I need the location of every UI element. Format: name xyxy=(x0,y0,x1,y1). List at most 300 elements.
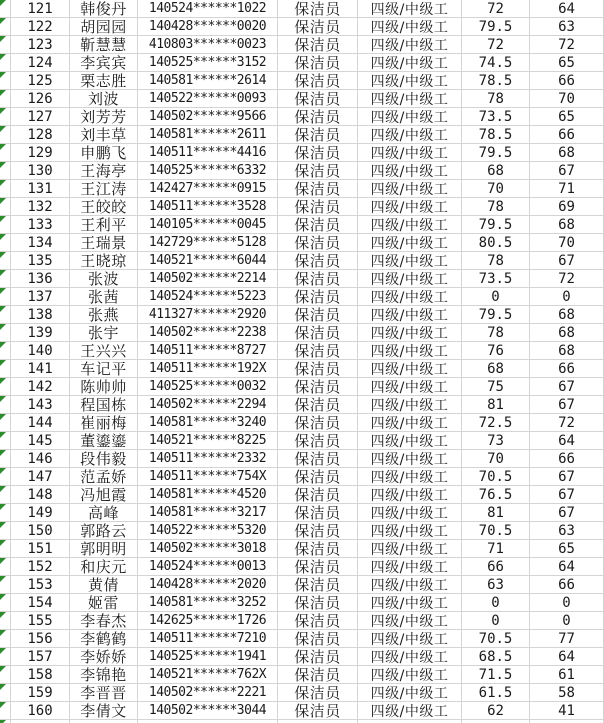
score2-cell[interactable]: 64 xyxy=(530,0,604,18)
position-cell[interactable]: 保洁员 xyxy=(278,702,358,720)
name-cell[interactable]: 韩俊丹 xyxy=(70,0,138,18)
id-number-cell[interactable]: 140502******3018 xyxy=(138,540,278,558)
score2-cell[interactable]: 64 xyxy=(530,432,604,450)
row-number-cell[interactable]: 124 xyxy=(11,54,70,72)
row-number-cell[interactable]: 140 xyxy=(11,342,70,360)
row-number-cell[interactable]: 150 xyxy=(11,522,70,540)
flag-cell[interactable] xyxy=(0,450,11,468)
level-cell[interactable]: 四级/中级工 xyxy=(358,54,462,72)
id-number-cell[interactable]: 140502******3044 xyxy=(138,702,278,720)
row-number-cell[interactable]: 149 xyxy=(11,504,70,522)
score2-cell[interactable]: 72 xyxy=(530,270,604,288)
name-cell[interactable]: 和庆元 xyxy=(70,558,138,576)
id-number-cell[interactable]: 140525******3152 xyxy=(138,54,278,72)
score1-cell[interactable]: 74.5 xyxy=(462,54,530,72)
position-cell[interactable]: 保洁员 xyxy=(278,342,358,360)
row-number-cell[interactable]: 148 xyxy=(11,486,70,504)
position-cell[interactable]: 保洁员 xyxy=(278,522,358,540)
id-number-cell[interactable]: 140525******1941 xyxy=(138,648,278,666)
position-cell[interactable]: 保洁员 xyxy=(278,0,358,18)
name-cell[interactable]: 崔丽梅 xyxy=(70,414,138,432)
id-number-cell[interactable]: 140581******2611 xyxy=(138,126,278,144)
name-cell[interactable]: 李晋晋 xyxy=(70,684,138,702)
flag-cell[interactable] xyxy=(0,612,11,630)
level-cell[interactable]: 四级/中级工 xyxy=(358,18,462,36)
score1-cell[interactable]: 73.5 xyxy=(462,270,530,288)
level-cell[interactable]: 四级/中级工 xyxy=(358,486,462,504)
score1-cell[interactable]: 79.5 xyxy=(462,306,530,324)
level-cell[interactable]: 四级/中级工 xyxy=(358,684,462,702)
name-cell[interactable]: 车记平 xyxy=(70,360,138,378)
name-cell[interactable]: 胡园园 xyxy=(70,18,138,36)
position-cell[interactable]: 保洁员 xyxy=(278,90,358,108)
score2-cell[interactable]: 67 xyxy=(530,378,604,396)
row-number-cell[interactable]: 127 xyxy=(11,108,70,126)
row-number-cell[interactable]: 158 xyxy=(11,666,70,684)
level-cell[interactable]: 四级/中级工 xyxy=(358,612,462,630)
level-cell[interactable]: 四级/中级工 xyxy=(358,666,462,684)
row-number-cell[interactable]: 133 xyxy=(11,216,70,234)
score1-cell[interactable]: 71.5 xyxy=(462,666,530,684)
row-number-cell[interactable]: 128 xyxy=(11,126,70,144)
score2-cell[interactable]: 71 xyxy=(530,180,604,198)
level-cell[interactable]: 四级/中级工 xyxy=(358,198,462,216)
name-cell[interactable]: 李宾宾 xyxy=(70,54,138,72)
score2-cell[interactable]: 66 xyxy=(530,126,604,144)
score2-cell[interactable]: 65 xyxy=(530,54,604,72)
id-number-cell[interactable]: 140511******8727 xyxy=(138,342,278,360)
flag-cell[interactable] xyxy=(0,594,11,612)
name-cell[interactable]: 张茜 xyxy=(70,288,138,306)
flag-cell[interactable] xyxy=(0,432,11,450)
level-cell[interactable]: 四级/中级工 xyxy=(358,396,462,414)
row-number-cell[interactable]: 131 xyxy=(11,180,70,198)
id-number-cell[interactable]: 140524******0013 xyxy=(138,558,278,576)
row-number-cell[interactable]: 121 xyxy=(11,0,70,18)
position-cell[interactable]: 保洁员 xyxy=(278,126,358,144)
position-cell[interactable]: 保洁员 xyxy=(278,594,358,612)
id-number-cell[interactable]: 140524******5223 xyxy=(138,288,278,306)
level-cell[interactable]: 四级/中级工 xyxy=(358,162,462,180)
score1-cell[interactable]: 70.5 xyxy=(462,630,530,648)
row-number-cell[interactable]: 132 xyxy=(11,198,70,216)
id-number-cell[interactable]: 140522******0093 xyxy=(138,90,278,108)
id-number-cell[interactable]: 140502******2294 xyxy=(138,396,278,414)
flag-cell[interactable] xyxy=(0,288,11,306)
level-cell[interactable]: 四级/中级工 xyxy=(358,594,462,612)
score1-cell[interactable]: 66 xyxy=(462,558,530,576)
row-number-cell[interactable]: 160 xyxy=(11,702,70,720)
score1-cell[interactable]: 81 xyxy=(462,504,530,522)
score1-cell[interactable]: 71 xyxy=(462,540,530,558)
id-number-cell[interactable]: 140581******4520 xyxy=(138,486,278,504)
flag-cell[interactable] xyxy=(0,486,11,504)
level-cell[interactable]: 四级/中级工 xyxy=(358,252,462,270)
level-cell[interactable]: 四级/中级工 xyxy=(358,324,462,342)
flag-cell[interactable] xyxy=(0,360,11,378)
position-cell[interactable]: 保洁员 xyxy=(278,306,358,324)
score2-cell[interactable]: 68 xyxy=(530,144,604,162)
id-number-cell[interactable]: 142625******1726 xyxy=(138,612,278,630)
flag-cell[interactable] xyxy=(0,216,11,234)
level-cell[interactable]: 四级/中级工 xyxy=(358,378,462,396)
flag-cell[interactable] xyxy=(0,108,11,126)
score1-cell[interactable]: 73 xyxy=(462,432,530,450)
score2-cell[interactable]: 61 xyxy=(530,666,604,684)
score1-cell[interactable]: 78 xyxy=(462,252,530,270)
flag-cell[interactable] xyxy=(0,342,11,360)
name-cell[interactable]: 申鹏飞 xyxy=(70,144,138,162)
id-number-cell[interactable]: 142427******0915 xyxy=(138,180,278,198)
row-number-cell[interactable]: 130 xyxy=(11,162,70,180)
row-number-cell[interactable]: 134 xyxy=(11,234,70,252)
level-cell[interactable]: 四级/中级工 xyxy=(358,108,462,126)
row-number-cell[interactable]: 147 xyxy=(11,468,70,486)
flag-cell[interactable] xyxy=(0,684,11,702)
score2-cell[interactable]: 68 xyxy=(530,342,604,360)
score1-cell[interactable]: 76.5 xyxy=(462,486,530,504)
flag-cell[interactable] xyxy=(0,306,11,324)
level-cell[interactable]: 四级/中级工 xyxy=(358,648,462,666)
id-number-cell[interactable]: 140511******7210 xyxy=(138,630,278,648)
flag-cell[interactable] xyxy=(0,630,11,648)
id-number-cell[interactable]: 140511******754X xyxy=(138,468,278,486)
score2-cell[interactable]: 67 xyxy=(530,504,604,522)
name-cell[interactable]: 王利平 xyxy=(70,216,138,234)
id-number-cell[interactable]: 140428******2020 xyxy=(138,576,278,594)
score1-cell[interactable]: 81 xyxy=(462,396,530,414)
score2-cell[interactable]: 65 xyxy=(530,108,604,126)
score1-cell[interactable]: 78 xyxy=(462,324,530,342)
flag-cell[interactable] xyxy=(0,504,11,522)
level-cell[interactable]: 四级/中级工 xyxy=(358,540,462,558)
name-cell[interactable]: 张波 xyxy=(70,270,138,288)
name-cell[interactable]: 范孟娇 xyxy=(70,468,138,486)
name-cell[interactable]: 冯旭霞 xyxy=(70,486,138,504)
id-number-cell[interactable]: 411327******2920 xyxy=(138,306,278,324)
flag-cell[interactable] xyxy=(0,648,11,666)
name-cell[interactable]: 栗志胜 xyxy=(70,72,138,90)
id-number-cell[interactable]: 140581******3252 xyxy=(138,594,278,612)
flag-cell[interactable] xyxy=(0,54,11,72)
name-cell[interactable]: 郭路云 xyxy=(70,522,138,540)
score2-cell[interactable]: 65 xyxy=(530,540,604,558)
row-number-cell[interactable]: 159 xyxy=(11,684,70,702)
flag-cell[interactable] xyxy=(0,234,11,252)
level-cell[interactable]: 四级/中级工 xyxy=(358,414,462,432)
position-cell[interactable]: 保洁员 xyxy=(278,468,358,486)
id-number-cell[interactable]: 140511******4416 xyxy=(138,144,278,162)
name-cell[interactable]: 陈帅帅 xyxy=(70,378,138,396)
score2-cell[interactable]: 0 xyxy=(530,594,604,612)
id-number-cell[interactable]: 142729******5128 xyxy=(138,234,278,252)
score2-cell[interactable]: 64 xyxy=(530,648,604,666)
id-number-cell[interactable]: 140581******3217 xyxy=(138,504,278,522)
id-number-cell[interactable]: 140511******3528 xyxy=(138,198,278,216)
flag-cell[interactable] xyxy=(0,72,11,90)
name-cell[interactable]: 李春杰 xyxy=(70,612,138,630)
score1-cell[interactable]: 0 xyxy=(462,288,530,306)
score2-cell[interactable]: 70 xyxy=(530,90,604,108)
name-cell[interactable]: 李锦艳 xyxy=(70,666,138,684)
score2-cell[interactable]: 66 xyxy=(530,360,604,378)
name-cell[interactable]: 王兴兴 xyxy=(70,342,138,360)
id-number-cell[interactable]: 140521******8225 xyxy=(138,432,278,450)
position-cell[interactable]: 保洁员 xyxy=(278,450,358,468)
level-cell[interactable]: 四级/中级工 xyxy=(358,0,462,18)
score2-cell[interactable]: 72 xyxy=(530,414,604,432)
position-cell[interactable]: 保洁员 xyxy=(278,252,358,270)
row-number-cell[interactable]: 144 xyxy=(11,414,70,432)
score1-cell[interactable]: 78 xyxy=(462,90,530,108)
score2-cell[interactable]: 66 xyxy=(530,72,604,90)
row-number-cell[interactable]: 156 xyxy=(11,630,70,648)
name-cell[interactable]: 刘芳芳 xyxy=(70,108,138,126)
level-cell[interactable]: 四级/中级工 xyxy=(358,342,462,360)
flag-cell[interactable] xyxy=(0,666,11,684)
flag-cell[interactable] xyxy=(0,126,11,144)
id-number-cell[interactable]: 140502******9566 xyxy=(138,108,278,126)
flag-cell[interactable] xyxy=(0,36,11,54)
score1-cell[interactable]: 68 xyxy=(462,162,530,180)
flag-cell[interactable] xyxy=(0,414,11,432)
row-number-cell[interactable]: 157 xyxy=(11,648,70,666)
score1-cell[interactable]: 0 xyxy=(462,612,530,630)
flag-cell[interactable] xyxy=(0,18,11,36)
score1-cell[interactable]: 78.5 xyxy=(462,72,530,90)
score2-cell[interactable]: 67 xyxy=(530,252,604,270)
row-number-cell[interactable]: 153 xyxy=(11,576,70,594)
name-cell[interactable]: 靳慧慧 xyxy=(70,36,138,54)
level-cell[interactable]: 四级/中级工 xyxy=(358,468,462,486)
flag-cell[interactable] xyxy=(0,90,11,108)
score1-cell[interactable]: 79.5 xyxy=(462,144,530,162)
score1-cell[interactable]: 68.5 xyxy=(462,648,530,666)
score1-cell[interactable]: 72 xyxy=(462,36,530,54)
position-cell[interactable]: 保洁员 xyxy=(278,108,358,126)
score2-cell[interactable]: 67 xyxy=(530,486,604,504)
flag-cell[interactable] xyxy=(0,540,11,558)
score1-cell[interactable]: 79.5 xyxy=(462,216,530,234)
flag-cell[interactable] xyxy=(0,180,11,198)
score2-cell[interactable]: 69 xyxy=(530,198,604,216)
level-cell[interactable]: 四级/中级工 xyxy=(358,306,462,324)
row-number-cell[interactable]: 152 xyxy=(11,558,70,576)
position-cell[interactable]: 保洁员 xyxy=(278,18,358,36)
score1-cell[interactable]: 78.5 xyxy=(462,126,530,144)
score2-cell[interactable]: 70 xyxy=(530,234,604,252)
name-cell[interactable]: 郭明明 xyxy=(70,540,138,558)
row-number-cell[interactable]: 146 xyxy=(11,450,70,468)
name-cell[interactable]: 张宇 xyxy=(70,324,138,342)
name-cell[interactable]: 李倩文 xyxy=(70,702,138,720)
position-cell[interactable]: 保洁员 xyxy=(278,630,358,648)
id-number-cell[interactable]: 140105******0045 xyxy=(138,216,278,234)
score2-cell[interactable]: 0 xyxy=(530,288,604,306)
flag-cell[interactable] xyxy=(0,522,11,540)
id-number-cell[interactable]: 140522******5320 xyxy=(138,522,278,540)
id-number-cell[interactable]: 140521******762X xyxy=(138,666,278,684)
flag-cell[interactable] xyxy=(0,396,11,414)
flag-cell[interactable] xyxy=(0,378,11,396)
name-cell[interactable]: 姬雷 xyxy=(70,594,138,612)
score1-cell[interactable]: 78 xyxy=(462,198,530,216)
score2-cell[interactable]: 72 xyxy=(530,36,604,54)
row-number-cell[interactable]: 151 xyxy=(11,540,70,558)
score1-cell[interactable]: 70 xyxy=(462,180,530,198)
row-number-cell[interactable]: 129 xyxy=(11,144,70,162)
level-cell[interactable]: 四级/中级工 xyxy=(358,288,462,306)
flag-cell[interactable] xyxy=(0,252,11,270)
position-cell[interactable]: 保洁员 xyxy=(278,198,358,216)
position-cell[interactable]: 保洁员 xyxy=(278,324,358,342)
row-number-cell[interactable]: 143 xyxy=(11,396,70,414)
score1-cell[interactable]: 79.5 xyxy=(462,18,530,36)
row-number-cell[interactable]: 145 xyxy=(11,432,70,450)
row-number-cell[interactable]: 155 xyxy=(11,612,70,630)
row-number-cell[interactable]: 141 xyxy=(11,360,70,378)
position-cell[interactable]: 保洁员 xyxy=(278,288,358,306)
position-cell[interactable]: 保洁员 xyxy=(278,414,358,432)
level-cell[interactable]: 四级/中级工 xyxy=(358,36,462,54)
id-number-cell[interactable]: 140511******2332 xyxy=(138,450,278,468)
name-cell[interactable]: 董鎏鎏 xyxy=(70,432,138,450)
score2-cell[interactable]: 63 xyxy=(530,522,604,540)
score1-cell[interactable]: 73.5 xyxy=(462,108,530,126)
level-cell[interactable]: 四级/中级工 xyxy=(358,630,462,648)
name-cell[interactable]: 黄倩 xyxy=(70,576,138,594)
level-cell[interactable]: 四级/中级工 xyxy=(358,360,462,378)
score1-cell[interactable]: 68 xyxy=(462,360,530,378)
name-cell[interactable]: 李娇娇 xyxy=(70,648,138,666)
position-cell[interactable]: 保洁员 xyxy=(278,684,358,702)
position-cell[interactable]: 保洁员 xyxy=(278,432,358,450)
row-number-cell[interactable]: 122 xyxy=(11,18,70,36)
name-cell[interactable]: 王晓琼 xyxy=(70,252,138,270)
position-cell[interactable]: 保洁员 xyxy=(278,666,358,684)
score1-cell[interactable]: 70 xyxy=(462,450,530,468)
position-cell[interactable]: 保洁员 xyxy=(278,558,358,576)
id-number-cell[interactable]: 140581******3240 xyxy=(138,414,278,432)
name-cell[interactable]: 王海亭 xyxy=(70,162,138,180)
position-cell[interactable]: 保洁员 xyxy=(278,612,358,630)
level-cell[interactable]: 四级/中级工 xyxy=(358,522,462,540)
level-cell[interactable]: 四级/中级工 xyxy=(358,144,462,162)
flag-cell[interactable] xyxy=(0,576,11,594)
position-cell[interactable]: 保洁员 xyxy=(278,234,358,252)
level-cell[interactable]: 四级/中级工 xyxy=(358,216,462,234)
row-number-cell[interactable]: 136 xyxy=(11,270,70,288)
score1-cell[interactable]: 72 xyxy=(462,0,530,18)
id-number-cell[interactable]: 140521******6044 xyxy=(138,252,278,270)
score1-cell[interactable]: 63 xyxy=(462,576,530,594)
position-cell[interactable]: 保洁员 xyxy=(278,54,358,72)
row-number-cell[interactable]: 142 xyxy=(11,378,70,396)
flag-cell[interactable] xyxy=(0,324,11,342)
row-number-cell[interactable]: 126 xyxy=(11,90,70,108)
id-number-cell[interactable]: 140502******2214 xyxy=(138,270,278,288)
row-number-cell[interactable]: 139 xyxy=(11,324,70,342)
score1-cell[interactable]: 80.5 xyxy=(462,234,530,252)
level-cell[interactable]: 四级/中级工 xyxy=(358,72,462,90)
position-cell[interactable]: 保洁员 xyxy=(278,72,358,90)
flag-cell[interactable] xyxy=(0,0,11,18)
name-cell[interactable]: 刘丰草 xyxy=(70,126,138,144)
score2-cell[interactable]: 0 xyxy=(530,612,604,630)
name-cell[interactable]: 刘波 xyxy=(70,90,138,108)
score1-cell[interactable]: 0 xyxy=(462,594,530,612)
score1-cell[interactable]: 61.5 xyxy=(462,684,530,702)
position-cell[interactable]: 保洁员 xyxy=(278,504,358,522)
position-cell[interactable]: 保洁员 xyxy=(278,486,358,504)
level-cell[interactable]: 四级/中级工 xyxy=(358,450,462,468)
flag-cell[interactable] xyxy=(0,162,11,180)
flag-cell[interactable] xyxy=(0,270,11,288)
name-cell[interactable]: 王皎皎 xyxy=(70,198,138,216)
flag-cell[interactable] xyxy=(0,198,11,216)
score2-cell[interactable]: 68 xyxy=(530,324,604,342)
position-cell[interactable]: 保洁员 xyxy=(278,576,358,594)
flag-cell[interactable] xyxy=(0,468,11,486)
id-number-cell[interactable]: 140511******192X xyxy=(138,360,278,378)
name-cell[interactable]: 王江涛 xyxy=(70,180,138,198)
name-cell[interactable]: 李鹤鹤 xyxy=(70,630,138,648)
position-cell[interactable]: 保洁员 xyxy=(278,648,358,666)
score2-cell[interactable]: 64 xyxy=(530,558,604,576)
score2-cell[interactable]: 58 xyxy=(530,684,604,702)
score2-cell[interactable]: 67 xyxy=(530,396,604,414)
position-cell[interactable]: 保洁员 xyxy=(278,396,358,414)
score2-cell[interactable]: 67 xyxy=(530,468,604,486)
score2-cell[interactable]: 68 xyxy=(530,306,604,324)
score2-cell[interactable]: 63 xyxy=(530,18,604,36)
score1-cell[interactable]: 72.5 xyxy=(462,414,530,432)
level-cell[interactable]: 四级/中级工 xyxy=(358,558,462,576)
score2-cell[interactable]: 66 xyxy=(530,450,604,468)
score1-cell[interactable]: 76 xyxy=(462,342,530,360)
score2-cell[interactable]: 77 xyxy=(530,630,604,648)
score2-cell[interactable]: 41 xyxy=(530,702,604,720)
row-number-cell[interactable]: 135 xyxy=(11,252,70,270)
name-cell[interactable]: 王瑞景 xyxy=(70,234,138,252)
flag-cell[interactable] xyxy=(0,558,11,576)
name-cell[interactable]: 张燕 xyxy=(70,306,138,324)
level-cell[interactable]: 四级/中级工 xyxy=(358,126,462,144)
score1-cell[interactable]: 75 xyxy=(462,378,530,396)
level-cell[interactable]: 四级/中级工 xyxy=(358,432,462,450)
position-cell[interactable]: 保洁员 xyxy=(278,144,358,162)
id-number-cell[interactable]: 140524******1022 xyxy=(138,0,278,18)
row-number-cell[interactable]: 138 xyxy=(11,306,70,324)
level-cell[interactable]: 四级/中级工 xyxy=(358,576,462,594)
row-number-cell[interactable]: 123 xyxy=(11,36,70,54)
row-number-cell[interactable]: 137 xyxy=(11,288,70,306)
level-cell[interactable]: 四级/中级工 xyxy=(358,270,462,288)
score2-cell[interactable]: 66 xyxy=(530,576,604,594)
position-cell[interactable]: 保洁员 xyxy=(278,216,358,234)
score1-cell[interactable]: 62 xyxy=(462,702,530,720)
id-number-cell[interactable]: 140502******2221 xyxy=(138,684,278,702)
id-number-cell[interactable]: 140525******0032 xyxy=(138,378,278,396)
position-cell[interactable]: 保洁员 xyxy=(278,378,358,396)
level-cell[interactable]: 四级/中级工 xyxy=(358,504,462,522)
position-cell[interactable]: 保洁员 xyxy=(278,180,358,198)
id-number-cell[interactable]: 140428******0020 xyxy=(138,18,278,36)
id-number-cell[interactable]: 140525******6332 xyxy=(138,162,278,180)
id-number-cell[interactable]: 140581******2614 xyxy=(138,72,278,90)
name-cell[interactable]: 程国栋 xyxy=(70,396,138,414)
name-cell[interactable]: 高峰 xyxy=(70,504,138,522)
